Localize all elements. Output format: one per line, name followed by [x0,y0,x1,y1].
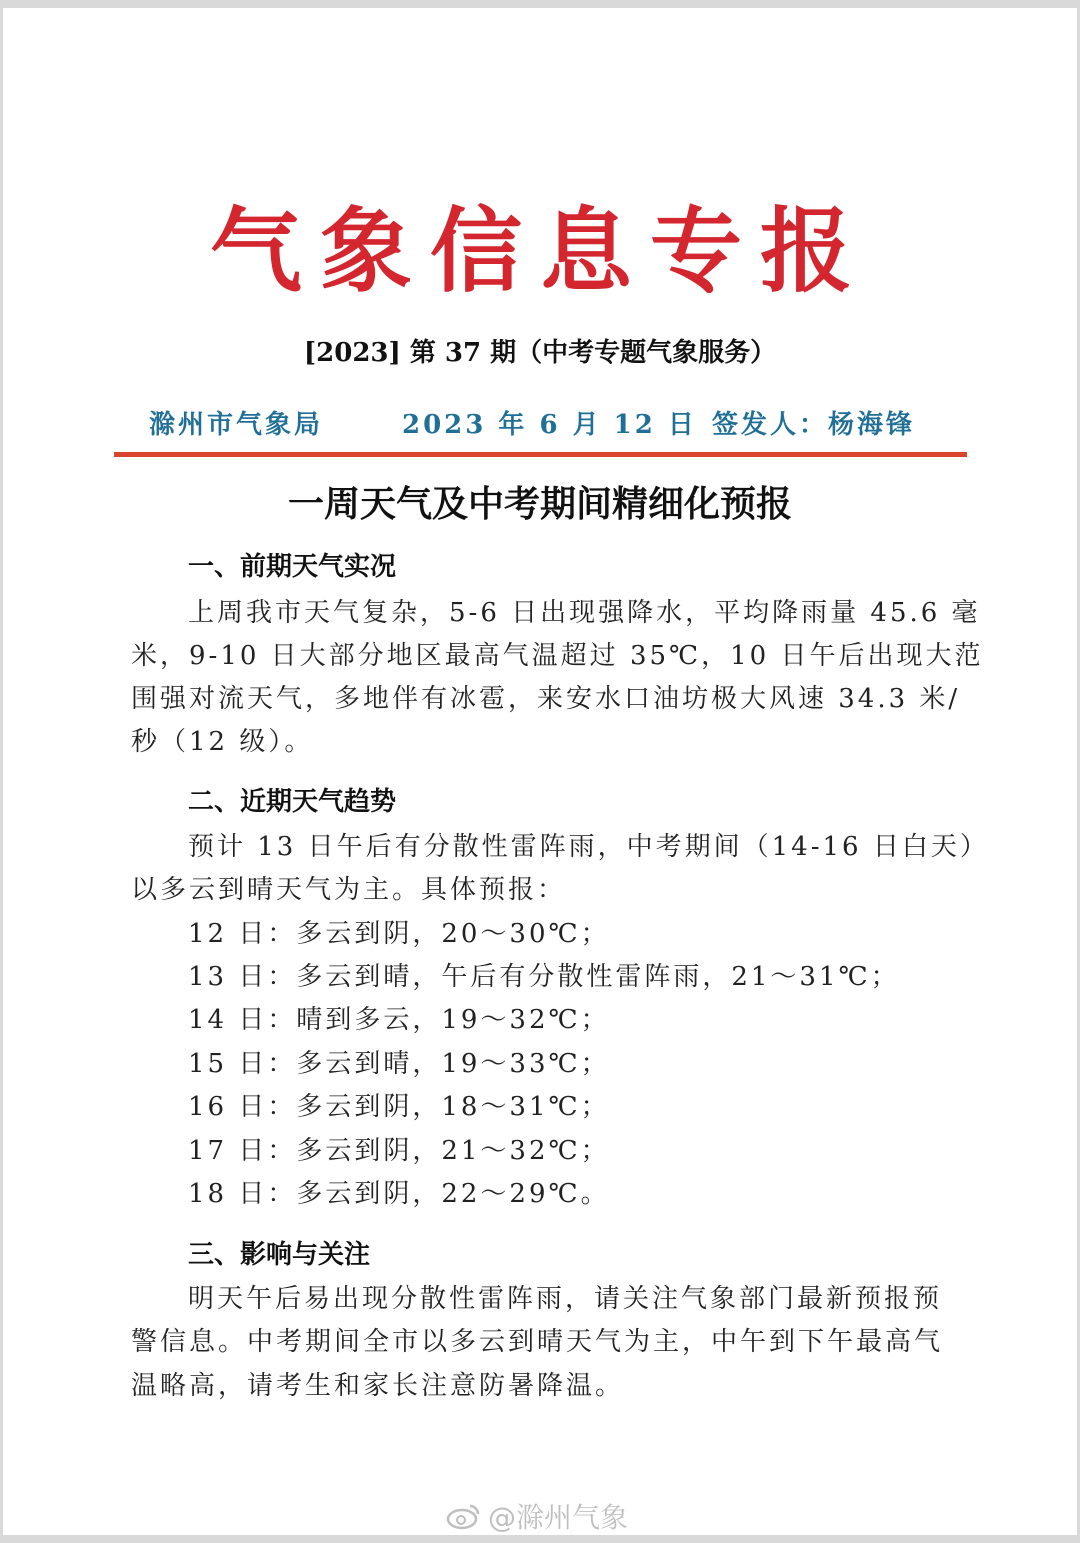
issue-number: [2023] 第 37 期（中考专题气象服务） [303,338,777,368]
paragraph-line: 围强对流天气，多地伴有冰雹，来安水口油坊极大风速 34.3 米/ [131,684,961,714]
forecast-item: 12 日：多云到阴，20～30℃； [188,919,610,949]
watermark [446,1496,628,1537]
paragraph-line: 明天午后易出现分散性雷阵雨，请关注气象部门最新预报预 [188,1284,943,1314]
section-heading-2: 二、近期天气趋势 [188,787,397,817]
weibo-icon [446,1502,482,1537]
paragraph-line: 温略高，请考生和家长注意防暑降温。 [131,1371,625,1401]
paragraph-line: 米，9-10 日大部分地区最高气温超过 35℃，10 日午后出现大范 [131,641,984,671]
document-page [3,8,1077,1535]
forecast-item: 15 日：多云到晴，19～33℃； [188,1049,610,1079]
forecast-item: 16 日：多云到阴，18～31℃； [188,1092,610,1122]
masthead-title: 气象信息专报 [209,197,870,305]
signer: 签发人：杨海锋 [712,410,916,440]
paragraph-line: 秒（12 级）。 [131,727,314,757]
paragraph-line: 预计 13 日午后有分散性雷阵雨，中考期间（14-16 日白天） [188,832,989,862]
forecast-item: 13 日：多云到晴，午后有分散性雷阵雨，21～31℃； [188,962,900,992]
paragraph-line: 上周我市天气复杂，5-6 日出现强降水，平均降雨量 45.6 毫 [188,598,981,628]
agency-name: 滁州市气象局 [149,410,324,440]
paragraph-line: 警信息。中考期间全市以多云到晴天气为主，中午到下午最高气 [131,1327,944,1357]
issue-date: 2023 年 6 月 12 日 [402,410,697,440]
paragraph-line: 以多云到晴天气为主。具体预报： [131,875,567,905]
header-divider [114,452,967,457]
section-heading-1: 一、前期天气实况 [188,552,397,582]
forecast-item: 18 日：多云到阴，22～29℃。 [188,1179,610,1209]
document-title: 一周天气及中考期间精细化预报 [287,484,792,525]
watermark-text: @滁州气象 [488,1501,629,1534]
forecast-item: 17 日：多云到阴，21～32℃； [188,1136,610,1166]
section-heading-3: 三、影响与关注 [188,1240,371,1270]
forecast-item: 14 日：晴到多云，19～32℃； [188,1005,610,1035]
